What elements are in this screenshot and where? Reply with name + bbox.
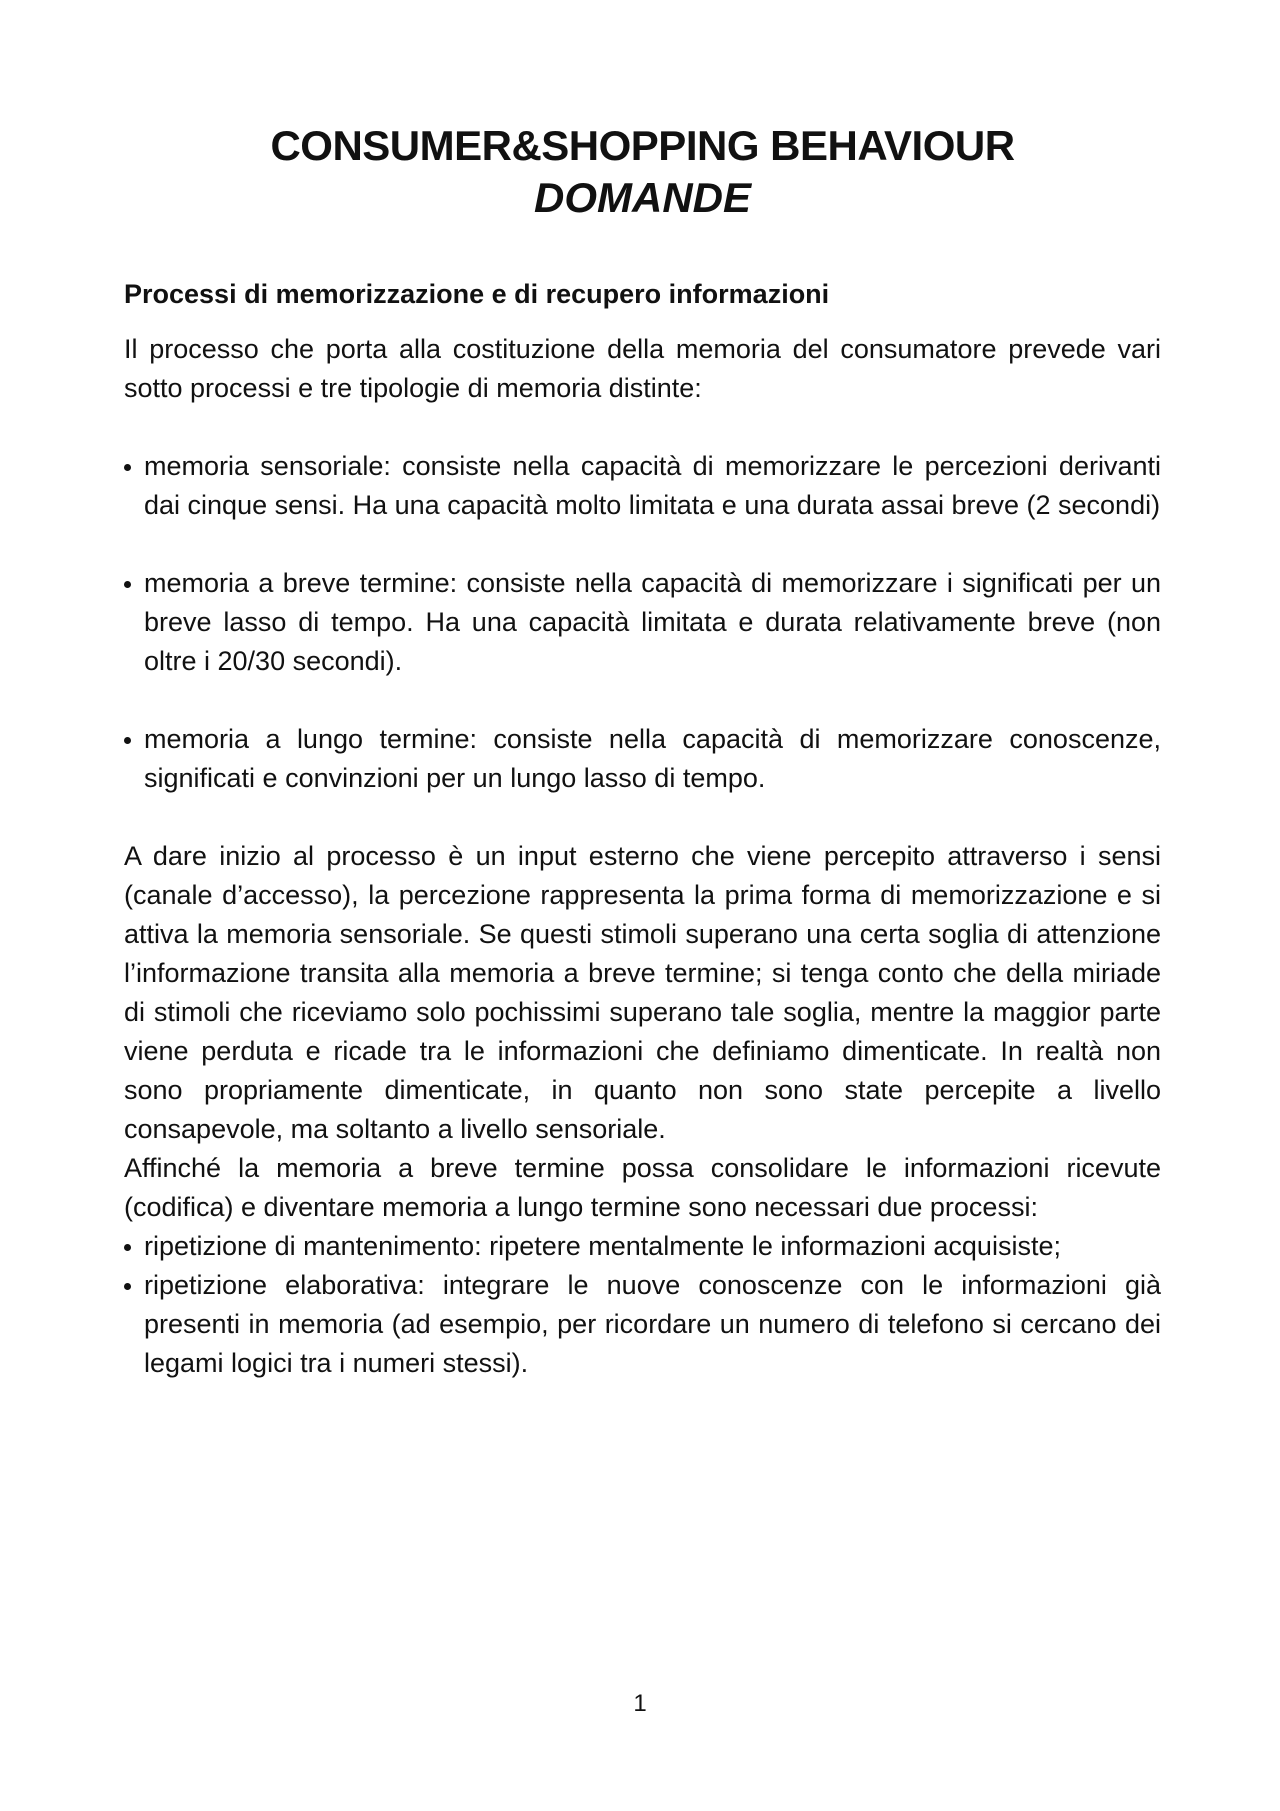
section-heading: Processi di memorizzazione e di recupero informazioni <box>124 279 830 309</box>
list-item-text: ripetizione di mantenimento: ripetere mentalmente le informazioni acquisiste; <box>144 1231 1061 1261</box>
bullet-icon <box>124 464 131 471</box>
intro-paragraph: Il processo che porta alla costituzione della memoria del consumatore prevede vari sotto processi e tre tipologie di memoria distinte: <box>124 334 1161 403</box>
list-item <box>124 1227 1161 1266</box>
list-item <box>124 720 1161 798</box>
list-item-text: ripetizione elaborativa: integrare le nuove conoscenze con le informazioni già presenti in memoria (ad esempio, per ricordare un numero di telefono si cercano dei legami logici tra i numeri stessi). <box>144 1270 1161 1378</box>
list-item-text: memoria a breve termine: consiste nella capacità di memorizzare i significati per un breve lasso di tempo. Ha una capacità limitata e durata relativamente breve (non oltre i 20/30 secondi). <box>144 568 1161 676</box>
memory-types-list <box>124 447 1161 798</box>
bullet-icon <box>124 581 131 588</box>
consolidation-paragraph: Affinché la memoria a breve termine possa consolidare le informazioni ricevute (codifica) e diventare memoria a lungo termine sono necessari due processi: <box>124 1153 1161 1222</box>
list-item <box>124 564 1161 681</box>
page-number: 1 <box>633 1690 647 1717</box>
list-item <box>124 1266 1161 1383</box>
process-paragraph: A dare inizio al processo è un input esterno che viene percepito attraverso i sensi (canale d’accesso), la percezione rappresenta la prima forma di memorizzazione e si attiva la memoria sensoriale. Se questi stimoli superano una certa soglia di attenzione l’informazione transita alla memoria a breve termine; si tenga conto che della miriade di stimoli che riceviamo solo pochissimi superano tale soglia, mentre la maggior parte viene perduta e ricade tra le informazioni che definiamo dimenticate. In realtà non sono propriamente dimenticate, in quanto non sono state percepite a livello consapevole, ma soltanto a livello sensoriale. <box>124 841 1161 1144</box>
list-item <box>124 447 1161 525</box>
document-page <box>124 120 1161 1383</box>
bullet-icon <box>124 737 131 744</box>
document-title: CONSUMER&SHOPPING BEHAVIOUR <box>270 122 1015 169</box>
repetition-types-list <box>124 1227 1161 1383</box>
list-item-text: memoria a lungo termine: consiste nella capacità di memorizzare conoscenze, significati e convinzioni per un lungo lasso di tempo. <box>144 724 1161 793</box>
list-item-text: memoria sensoriale: consiste nella capacità di memorizzare le percezioni derivanti dai cinque sensi. Ha una capacità molto limitata e una durata assai breve (2 secondi) <box>144 451 1161 520</box>
bullet-icon <box>124 1244 131 1251</box>
bullet-icon <box>124 1283 131 1290</box>
document-subtitle: DOMANDE <box>534 174 751 221</box>
